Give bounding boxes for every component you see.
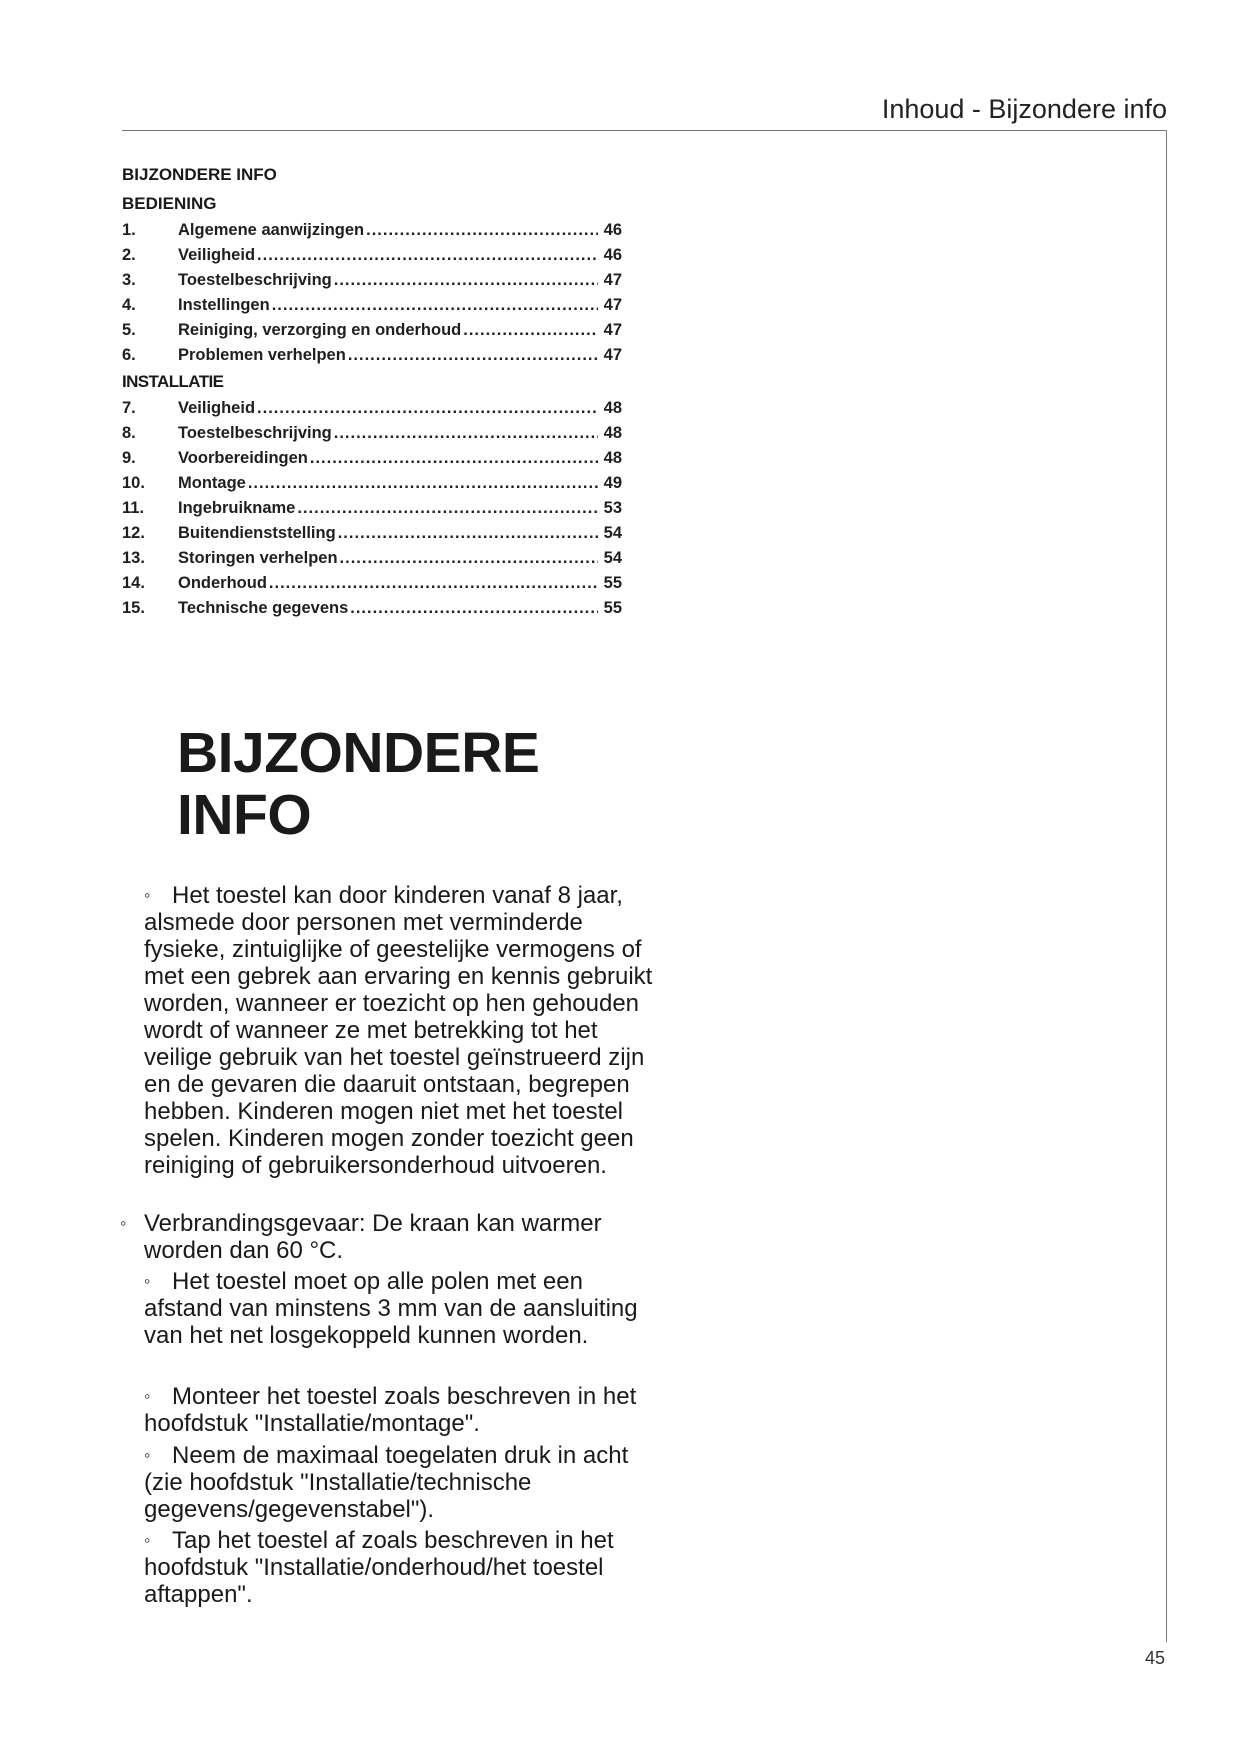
toc-entry-title: Toestelbeschrijving [178, 424, 332, 442]
dot-leader [310, 446, 598, 471]
toc-entry[interactable] [122, 521, 622, 546]
bullet-icon: ◦ [144, 1271, 151, 1291]
toc-entry-number: 8. [122, 424, 136, 442]
toc-entry-title: Onderhoud [178, 574, 267, 592]
toc-entry-page: 53 [603, 499, 622, 517]
dot-leader [334, 421, 598, 446]
toc-entry[interactable] [122, 471, 622, 496]
page-number: 45 [1144, 1648, 1165, 1668]
toc-section-title: INSTALLATIE [122, 372, 224, 391]
safety-bullet [144, 882, 664, 1179]
bullet-text: Neem de maximaal toegelaten druk in acht (zie hoofdstuk "Installatie/technische gegevens/gegevenstabel"). [144, 1442, 629, 1523]
toc-entry-number: 15. [122, 599, 145, 617]
toc-entry-number: 11. [122, 499, 145, 517]
bullet-icon: ◦ [144, 1530, 151, 1550]
toc-section-title: BEDIENING [122, 194, 217, 213]
toc-entry[interactable] [122, 546, 622, 571]
toc-entry-page: 48 [603, 449, 622, 467]
safety-bullet [144, 1442, 664, 1523]
toc-entry-page: 46 [603, 246, 622, 264]
toc-entry-page: 55 [603, 599, 622, 617]
dot-leader [350, 596, 598, 621]
toc-entry-title: Buitendienststelling [178, 524, 336, 542]
dot-leader [269, 571, 598, 596]
toc-entry[interactable] [122, 243, 622, 268]
toc-entry[interactable] [122, 343, 622, 368]
toc-entry[interactable] [122, 596, 622, 621]
toc-entry-page: 55 [603, 574, 622, 592]
toc-entry[interactable] [122, 421, 622, 446]
toc-entry-page: 48 [603, 424, 622, 442]
toc-entry[interactable] [122, 268, 622, 293]
toc-section-list [122, 218, 622, 368]
section-title [177, 722, 539, 846]
toc-entry-page: 46 [603, 221, 622, 239]
bullet-icon: ◦ [144, 1445, 151, 1465]
toc-entry-title: Reiniging, verzorging en onderhoud [178, 321, 462, 339]
bullet-icon: ◦ [144, 885, 151, 905]
section-title-line: INFO [177, 783, 312, 847]
toc-entry-number: 12. [122, 524, 145, 542]
toc-entry-number: 3. [122, 271, 136, 289]
toc-entry-number: 5. [122, 321, 136, 339]
safety-bullet [144, 1527, 664, 1608]
dot-leader [340, 546, 598, 571]
toc-entry-page: 54 [603, 524, 622, 542]
toc-entry[interactable] [122, 318, 622, 343]
toc-entry-title: Montage [178, 474, 246, 492]
toc-entry-page: 47 [603, 271, 622, 289]
toc-entry-number: 7. [122, 399, 136, 417]
header-divider [122, 130, 1167, 131]
toc-entry-number: 4. [122, 296, 136, 314]
table-of-contents [122, 160, 622, 621]
dot-leader [248, 471, 598, 496]
dot-leader [257, 243, 598, 268]
toc-entry[interactable] [122, 293, 622, 318]
toc-entry-number: 2. [122, 246, 136, 264]
safety-bullet [144, 1383, 664, 1437]
page-margin-rule [1166, 130, 1167, 1642]
dot-leader [348, 343, 598, 368]
toc-entry-title: Veiligheid [178, 246, 256, 264]
bullet-text: Tap het toestel af zoals beschreven in het hoofdstuk "Installatie/onderhoud/het toestel aftappen". [144, 1527, 614, 1608]
dot-leader [297, 496, 598, 521]
bullet-icon: ◦ [120, 1213, 127, 1233]
toc-entry-page: 47 [603, 346, 622, 364]
bullet-text: Verbrandingsgevaar: De kraan kan warmer worden dan 60 °C. [144, 1210, 602, 1264]
toc-entry-page: 47 [603, 296, 622, 314]
toc-entry[interactable] [122, 396, 622, 421]
dot-leader [272, 293, 598, 318]
safety-bullet [120, 1210, 664, 1264]
toc-entry[interactable] [122, 571, 622, 596]
toc-entry[interactable] [122, 496, 622, 521]
toc-entry-title: Algemene aanwijzingen [178, 221, 365, 239]
bullet-text: Het toestel kan door kinderen vanaf 8 jaar, alsmede door personen met verminderde fysieke, zintuiglijke of geestelijke vermogens of met een gebrek aan ervaring en kennis gebruikt worden, wanneer er toezicht op hen gehouden wordt of wanneer ze met betrekking tot het veilige gebruik van het toestel geïnstrueerd zijn en de gevaren die daaruit ontstaan, begrepen hebben. Kinderen mogen niet met het toestel spelen. Kinderen mogen zonder toezicht geen reiniging of gebruikersonderhoud uitvoeren. [144, 882, 653, 1179]
toc-entry-number: 6. [122, 346, 136, 364]
dot-leader [366, 218, 598, 243]
toc-entry-title: Voorbereidingen [178, 449, 308, 467]
toc-entry[interactable] [122, 218, 622, 243]
toc-heading: BIJZONDERE INFO [122, 165, 277, 184]
toc-entry-title: Storingen verhelpen [178, 549, 338, 567]
toc-entry-page: 48 [603, 399, 622, 417]
dot-leader [257, 396, 598, 421]
toc-entry-number: 14. [122, 574, 145, 592]
toc-entry-title: Problemen verhelpen [178, 346, 346, 364]
toc-entry-title: Veiligheid [178, 399, 256, 417]
dot-leader [463, 318, 598, 343]
toc-entry-title: Instellingen [178, 296, 270, 314]
bullet-text: Het toestel moet op alle polen met een afstand van minstens 3 mm van de aansluiting van het net losgekoppeld kunnen worden. [144, 1268, 638, 1349]
toc-entry-number: 13. [122, 549, 145, 567]
section-title-line: BIJZONDERE [177, 721, 540, 785]
toc-entry-page: 54 [603, 549, 622, 567]
bullet-text: Monteer het toestel zoals beschreven in het hoofdstuk "Installatie/montage". [144, 1383, 637, 1437]
running-header: Inhoud - Bijzondere info [881, 94, 1167, 124]
toc-entry-number: 9. [122, 449, 136, 467]
toc-entry-page: 49 [603, 474, 622, 492]
toc-entry-number: 10. [122, 474, 145, 492]
toc-entry-title: Technische gegevens [178, 599, 349, 617]
toc-section-list [122, 396, 622, 621]
toc-entry-number: 1. [122, 221, 136, 239]
toc-entry-page: 47 [603, 321, 622, 339]
toc-entry-title: Ingebruikname [178, 499, 296, 517]
safety-bullet [144, 1268, 664, 1349]
toc-entry[interactable] [122, 446, 622, 471]
toc-entry-title: Toestelbeschrijving [178, 271, 332, 289]
bullet-icon: ◦ [144, 1386, 151, 1406]
dot-leader [334, 268, 598, 293]
dot-leader [338, 521, 598, 546]
